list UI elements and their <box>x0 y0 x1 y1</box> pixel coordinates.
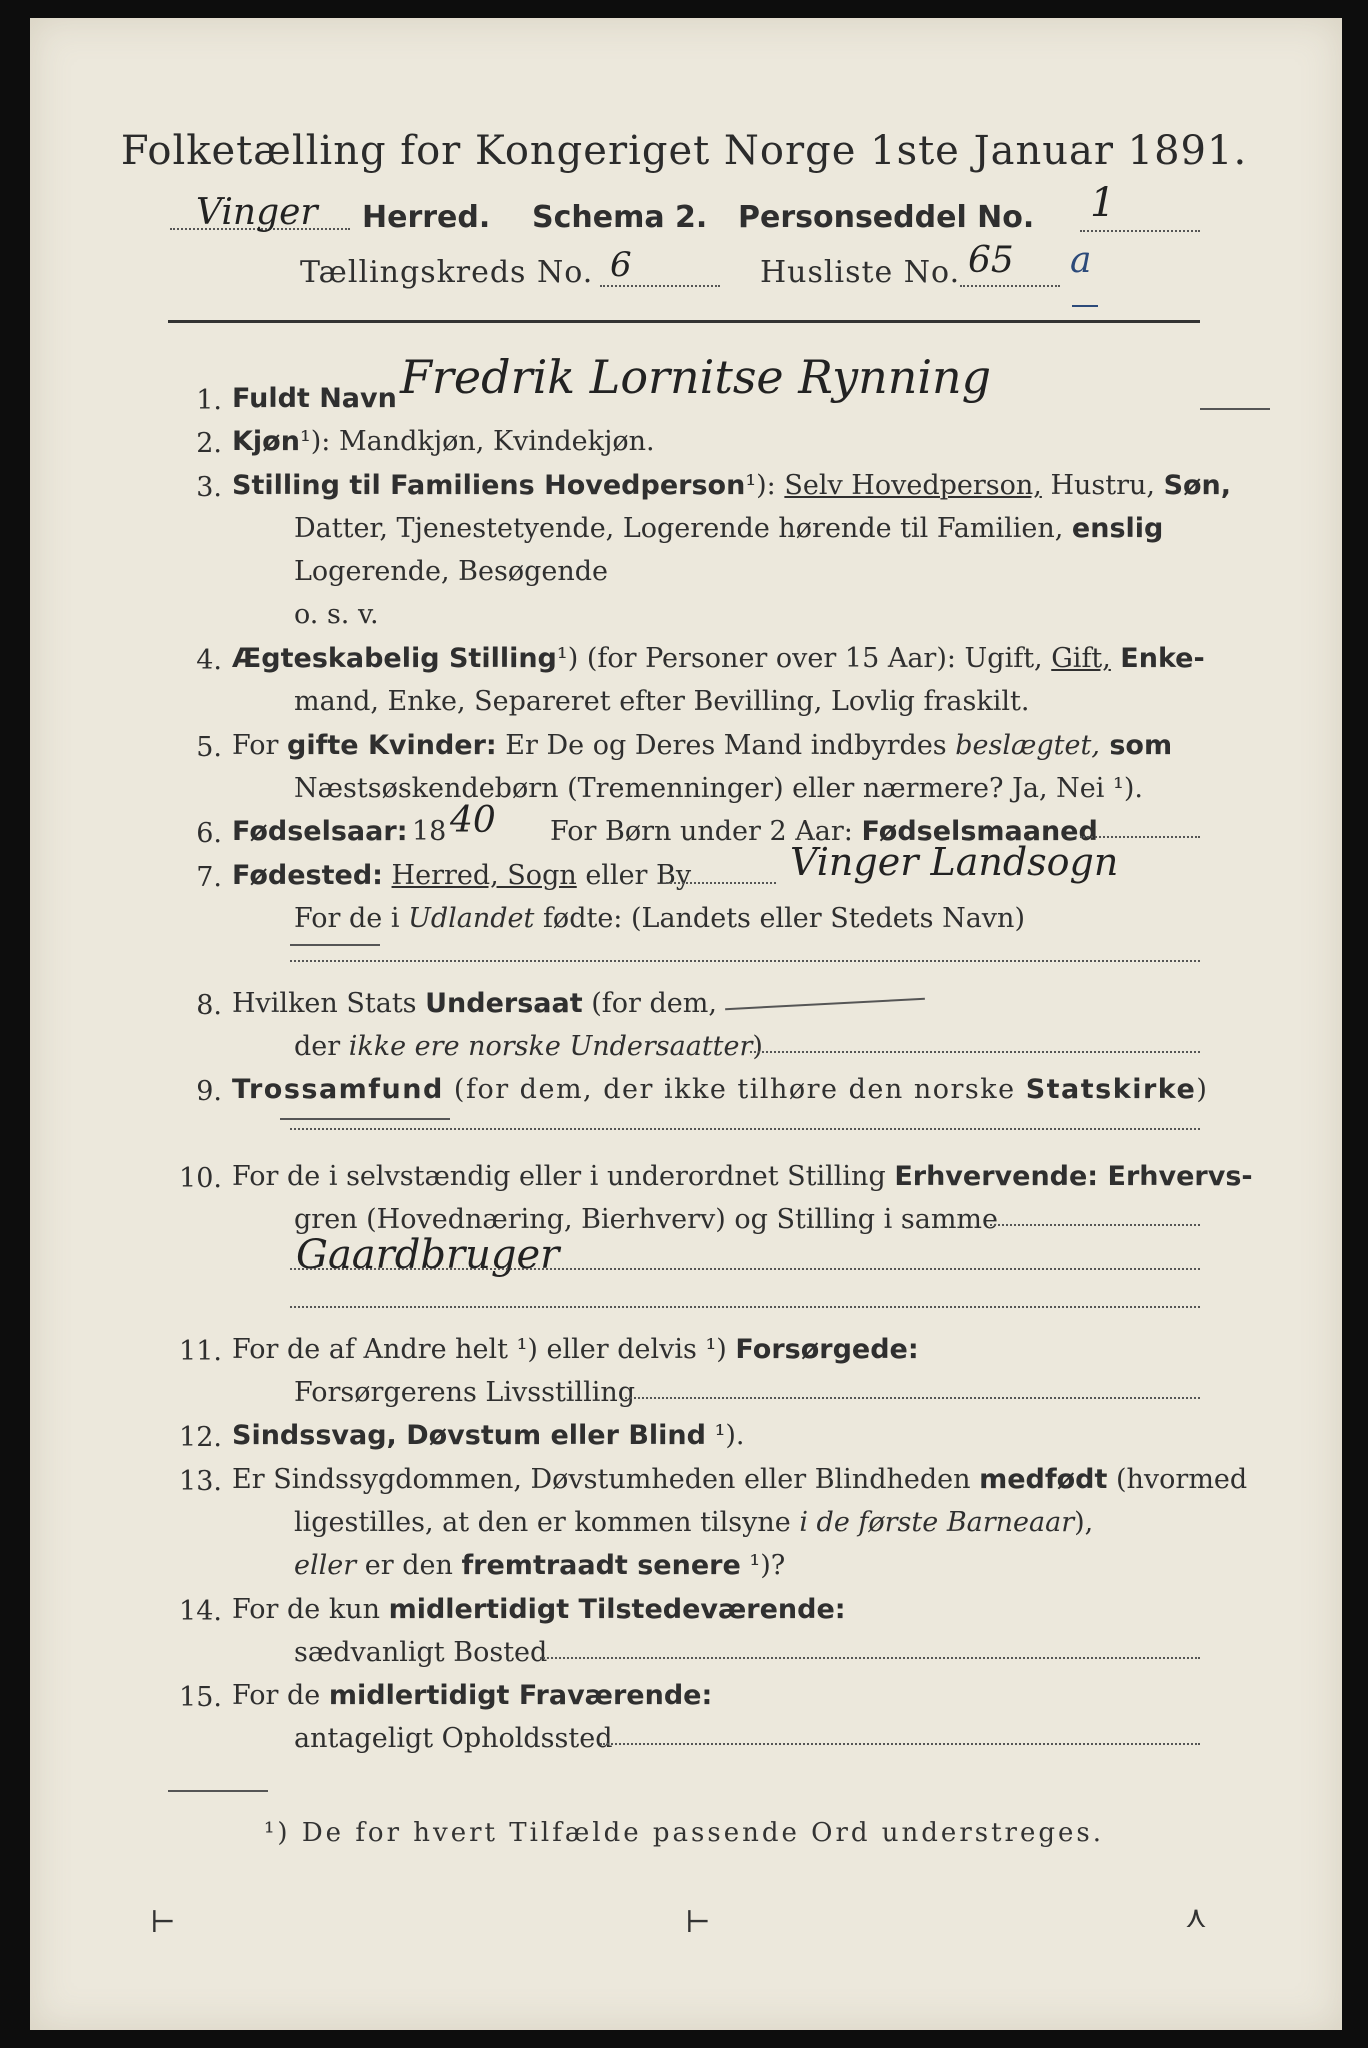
q5-text-a: For <box>232 730 288 761</box>
q14-dotted-line <box>540 1657 1200 1659</box>
footnote-rule <box>168 1790 268 1792</box>
kreds-value: 6 <box>610 245 632 285</box>
q13-line3-b: ¹)? <box>740 1550 786 1581</box>
q2-label: Kjøn <box>232 426 300 457</box>
q6-bold-b: Fødselsmaaned <box>861 816 1098 847</box>
q1-number: 1. <box>196 385 222 416</box>
q1-name-stroke <box>1200 408 1270 410</box>
q13-line2-italic: i de første Barneaar <box>799 1507 1075 1538</box>
q6-prefix: 18 <box>412 816 447 847</box>
q13-line3-bold: fremtraadt senere <box>461 1550 741 1581</box>
husliste-label: Husliste No. <box>760 255 961 290</box>
q7-number: 7. <box>196 862 222 893</box>
q8-line2-italic: ikke ere norske Undersaatter <box>348 1031 753 1062</box>
q4-text-b: Enke- <box>1110 643 1205 674</box>
q13-line3 <box>294 1552 785 1579</box>
q13-line2-a: ligestilles, at den er kommen tilsyne <box>294 1507 800 1538</box>
q15-dotted-line <box>600 1743 1200 1745</box>
q7-dotted-line <box>666 882 776 884</box>
q13-number: 13. <box>179 1466 222 1497</box>
q9-text: (for dem, der ikke tilhøre den norske <box>443 1074 1026 1105</box>
herred-label: Herred. <box>362 200 491 235</box>
q6-answer-year: 40 <box>450 800 496 841</box>
q8-text-a: Hvilken Stats <box>232 988 426 1019</box>
q12-text: ¹). <box>705 1420 745 1451</box>
husliste-blue-mark <box>1072 305 1098 307</box>
q9-bold-b: Statskirke <box>1025 1074 1197 1105</box>
q13-line3-italic: eller <box>294 1550 357 1581</box>
q3-line1 <box>232 472 1231 499</box>
q7-line2-b: fødte: (Landets eller Stedets Navn) <box>534 903 1025 934</box>
q3-label: Stilling til Familiens Hovedperson <box>232 470 746 501</box>
q2-line <box>232 428 655 455</box>
q3-text-b: Hustru, <box>1041 470 1164 501</box>
q4-text-a: ¹) (for Personer over 15 Aar): Ugift, <box>556 643 1052 674</box>
q10-answer-occupation: Gaardbruger <box>296 1232 560 1278</box>
q4-line2: mand, Enke, Separeret efter Bevilling, Lovlig fraskilt. <box>294 686 1030 717</box>
q2-number: 2. <box>196 428 222 459</box>
q9-stroke <box>280 1118 450 1120</box>
q11-dotted-line <box>625 1397 1200 1399</box>
q13-bold: medfødt <box>979 1464 1108 1495</box>
q1-answer-name: Fredrik Lornitse Rynning <box>400 350 992 404</box>
header-rule <box>168 320 1200 323</box>
personseddel-label: Personseddel No. <box>738 200 1035 235</box>
form-title: Folketælling for Kongeriget Norge 1ste Januar 1891. <box>120 128 1248 174</box>
schema-label: Schema 2. <box>532 200 708 235</box>
q14-line1 <box>232 1596 846 1623</box>
personseddel-value: 1 <box>1090 180 1116 226</box>
q10-line1 <box>232 1163 1253 1190</box>
q10-line2: gren (Hovednæring, Bierhverv) og Stilling i samme <box>294 1204 999 1235</box>
q10-bold: Erhvervende: Erhvervs- <box>894 1161 1253 1192</box>
q14-bold: midlertidigt Tilstedeværende: <box>388 1594 846 1625</box>
q12-bold: Sindssvag, Døvstum eller Blind <box>232 1420 706 1451</box>
q8-line2-b: ) <box>752 1031 763 1062</box>
q7-cross-stroke <box>290 944 380 946</box>
q13-line1 <box>232 1466 1247 1493</box>
q6-number: 6. <box>196 818 222 849</box>
q7-text-b: eller By <box>576 860 692 891</box>
q5-bold-a: gifte Kvinder: <box>287 730 497 761</box>
q3-text-son: Søn, <box>1163 470 1232 501</box>
q13-line3-a: er den <box>356 1550 462 1581</box>
q7-underlined-herred-sogn: Herred, Sogn <box>391 860 577 891</box>
footnote: ¹) De for hvert Tilfælde passende Ord understreges. <box>263 1818 1104 1848</box>
q5-line1 <box>232 732 1172 759</box>
q9-number: 9. <box>196 1076 222 1107</box>
q11-number: 11. <box>179 1336 222 1367</box>
q8-line2 <box>294 1033 763 1060</box>
q15-line1 <box>232 1682 712 1709</box>
q5-italic: beslægtet, <box>955 730 1100 761</box>
husliste-dotted-line <box>960 285 1060 287</box>
q15-line2: antageligt Opholdssted <box>294 1723 613 1754</box>
q13-text-b: (hvormed <box>1107 1464 1248 1495</box>
q15-text-a: For de <box>232 1680 329 1711</box>
q5-text-b: Er De og Deres Mand indbyrdes <box>496 730 956 761</box>
q13-line2 <box>294 1509 1093 1536</box>
q14-text-a: For de kun <box>232 1594 389 1625</box>
herred-handwritten-value: Vinger <box>196 192 318 233</box>
q8-number: 8. <box>196 990 222 1021</box>
registration-mark-center: ⊢ <box>685 1905 711 1940</box>
q7-label: Fødested: <box>232 860 383 891</box>
q11-bold: Forsørgede: <box>735 1334 919 1365</box>
q5-number: 5. <box>196 732 222 763</box>
q4-underlined-gift: Gift, <box>1051 643 1111 674</box>
q3-line3: Logerende, Besøgende <box>294 556 608 587</box>
q6-label: Fødselsaar: <box>232 816 408 847</box>
registration-mark-right: ⋏ <box>1185 1900 1207 1935</box>
q6-text-b: For Børn under 2 Aar: <box>550 816 862 847</box>
q10-dotted-line-3 <box>290 1306 1200 1308</box>
q10-number: 10. <box>179 1163 222 1194</box>
q7-line2-a: For de i <box>294 903 409 934</box>
q8-line1 <box>232 990 717 1017</box>
q8-bold: Undersaat <box>425 988 583 1019</box>
q7-line1 <box>232 862 691 889</box>
q8-text-b: (for dem, <box>582 988 717 1019</box>
q4-label: Ægteskabelig Stilling <box>232 643 557 674</box>
q5-bold-b: som <box>1099 730 1173 761</box>
q11-text-a: For de af Andre helt ¹) eller delvis ¹) <box>232 1334 736 1365</box>
q5-line2: Næstsøskendebørn (Tremenninger) eller nærmere? Ja, Nei ¹). <box>294 773 1143 804</box>
q1-label: Fuldt Navn <box>232 383 397 414</box>
q3-line2 <box>294 515 1163 542</box>
q3-underlined-selv-hovedperson: Selv Hovedperson, <box>784 470 1042 501</box>
q6-dotted-line <box>1080 836 1200 838</box>
q4-line1 <box>232 645 1205 672</box>
q2-text: ¹): Mandkjøn, Kvindekjøn. <box>299 426 655 457</box>
q7-line2 <box>294 905 1025 932</box>
q12-number: 12. <box>179 1422 222 1453</box>
q12-line1 <box>232 1422 745 1449</box>
q8-dotted-line <box>750 1051 1200 1053</box>
q7-answer-place: Vinger Landsogn <box>790 840 1119 884</box>
kreds-dotted-line <box>600 285 720 287</box>
q7-line2-italic: Udlandet <box>408 903 535 934</box>
kreds-label: Tællingskreds No. <box>300 255 594 290</box>
q3-line2-bold: enslig <box>1071 513 1164 544</box>
registration-mark-left: ⊢ <box>150 1905 176 1940</box>
q11-line1 <box>232 1336 919 1363</box>
q14-number: 14. <box>179 1596 222 1627</box>
q9-line1 <box>232 1076 1208 1103</box>
q14-line2: sædvanligt Bosted <box>294 1637 548 1668</box>
q9-end: ) <box>1196 1074 1209 1105</box>
q3-line2-text: Datter, Tjenestetyende, Logerende hørende til Familien, <box>294 513 1072 544</box>
personseddel-dotted-line <box>1080 230 1200 232</box>
q9-bold: Trossamfund <box>232 1074 444 1105</box>
q10-dotted-line-2 <box>290 1268 1200 1270</box>
q9-dotted-line <box>290 1128 1200 1130</box>
q3-line4: o. s. v. <box>294 599 379 630</box>
q10-dotted-line <box>990 1224 1200 1226</box>
q3-number: 3. <box>196 472 222 503</box>
husliste-value: 65 <box>968 240 1014 281</box>
q7-dotted-line-2 <box>290 960 1200 962</box>
q10-text-a: For de i selvstændig eller i underordnet Stilling <box>232 1161 895 1192</box>
q13-text-a: Er Sindssygdommen, Døvstumheden eller Blindheden <box>232 1464 980 1495</box>
q3-text-a: ¹): <box>745 470 785 501</box>
q13-line2-b: ), <box>1074 1507 1094 1538</box>
husliste-suffix: a <box>1070 240 1092 281</box>
q8-line2-a: der <box>294 1031 349 1062</box>
q4-number: 4. <box>196 645 222 676</box>
q15-bold: midlertidigt Fraværende: <box>328 1680 713 1711</box>
q15-number: 15. <box>179 1682 222 1713</box>
q11-line2: Forsørgerens Livsstilling <box>294 1377 636 1408</box>
